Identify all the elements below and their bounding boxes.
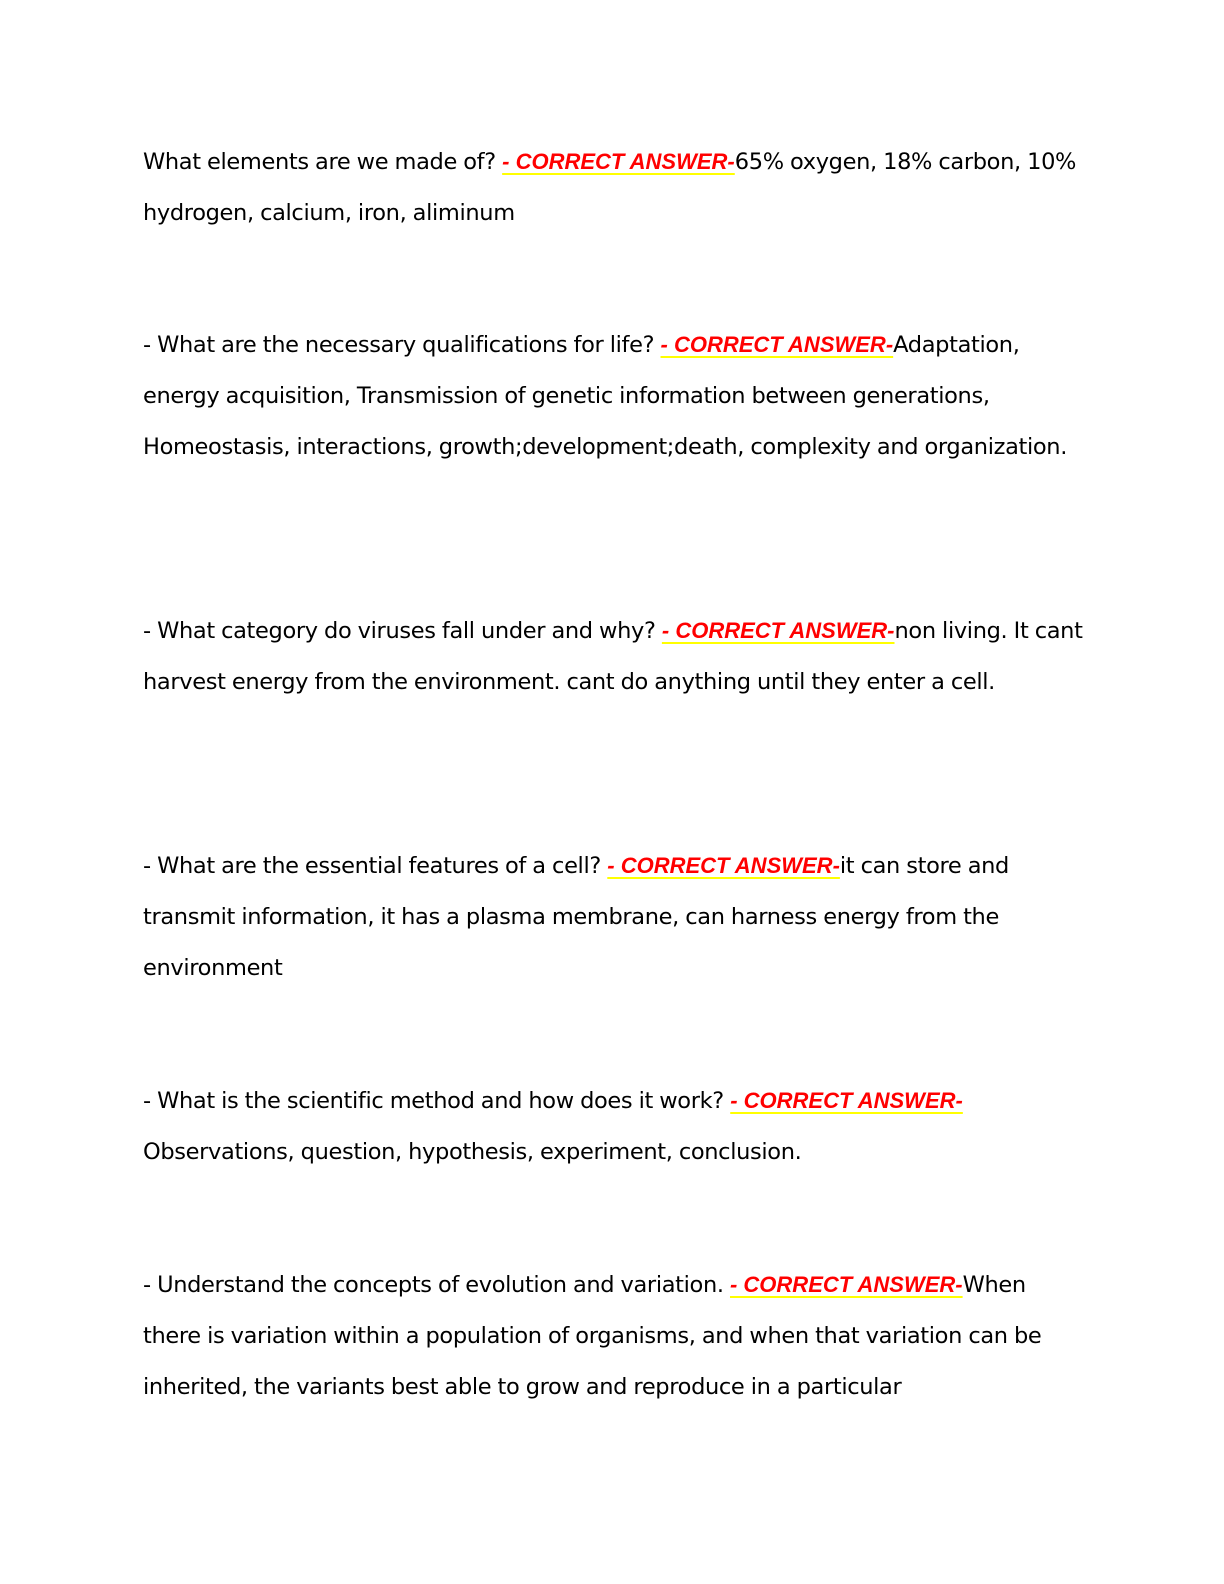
question-text: - Understand the concepts of evolution and variation. xyxy=(143,1272,724,1298)
qa-item xyxy=(143,1075,1083,1178)
qa-item xyxy=(143,136,1083,239)
correct-answer-tag: - CORRECT ANSWER- xyxy=(502,149,735,174)
qa-item xyxy=(143,1259,1083,1413)
answer-text: non living. It cant harvest energy from the environment. cant do anything until they enter a cell. xyxy=(143,618,1083,695)
correct-answer-tag: - CORRECT ANSWER- xyxy=(660,332,894,357)
question-text: What elements are we made of? xyxy=(143,149,496,175)
answer-text: Observations, question, hypothesis, experiment, conclusion. xyxy=(143,1139,802,1165)
qa-item xyxy=(143,840,1083,994)
answer-text: 65% oxygen, 18% carbon, 10% hydrogen, calcium, iron, aliminum xyxy=(143,149,1077,226)
question-text: - What are the necessary qualifications for life? xyxy=(143,332,655,358)
question-text: - What is the scientific method and how does it work? xyxy=(143,1088,724,1114)
answer-text: it can store and transmit information, it has a plasma membrane, can harness energy from the environment xyxy=(143,853,1009,981)
qa-item xyxy=(143,605,1083,708)
question-text: - What are the essential features of a cell? xyxy=(143,853,601,879)
question-text: - What category do viruses fall under and why? xyxy=(143,618,656,644)
answer-text: Adaptation, energy acquisition, Transmission of genetic information between generations, Homeostasis, interactions, growth;development;death, complexity and organization. xyxy=(143,332,1068,460)
correct-answer-tag: - CORRECT ANSWER- xyxy=(661,618,895,643)
correct-answer-tag: - CORRECT ANSWER- xyxy=(730,1088,963,1113)
answer-text: When there is variation within a population of organisms, and when that variation can be inherited, the variants best able to grow and reproduce in a particular xyxy=(143,1272,1042,1400)
qa-item xyxy=(143,319,1083,473)
correct-answer-tag: - CORRECT ANSWER- xyxy=(607,853,840,878)
correct-answer-tag: - CORRECT ANSWER- xyxy=(729,1272,963,1297)
